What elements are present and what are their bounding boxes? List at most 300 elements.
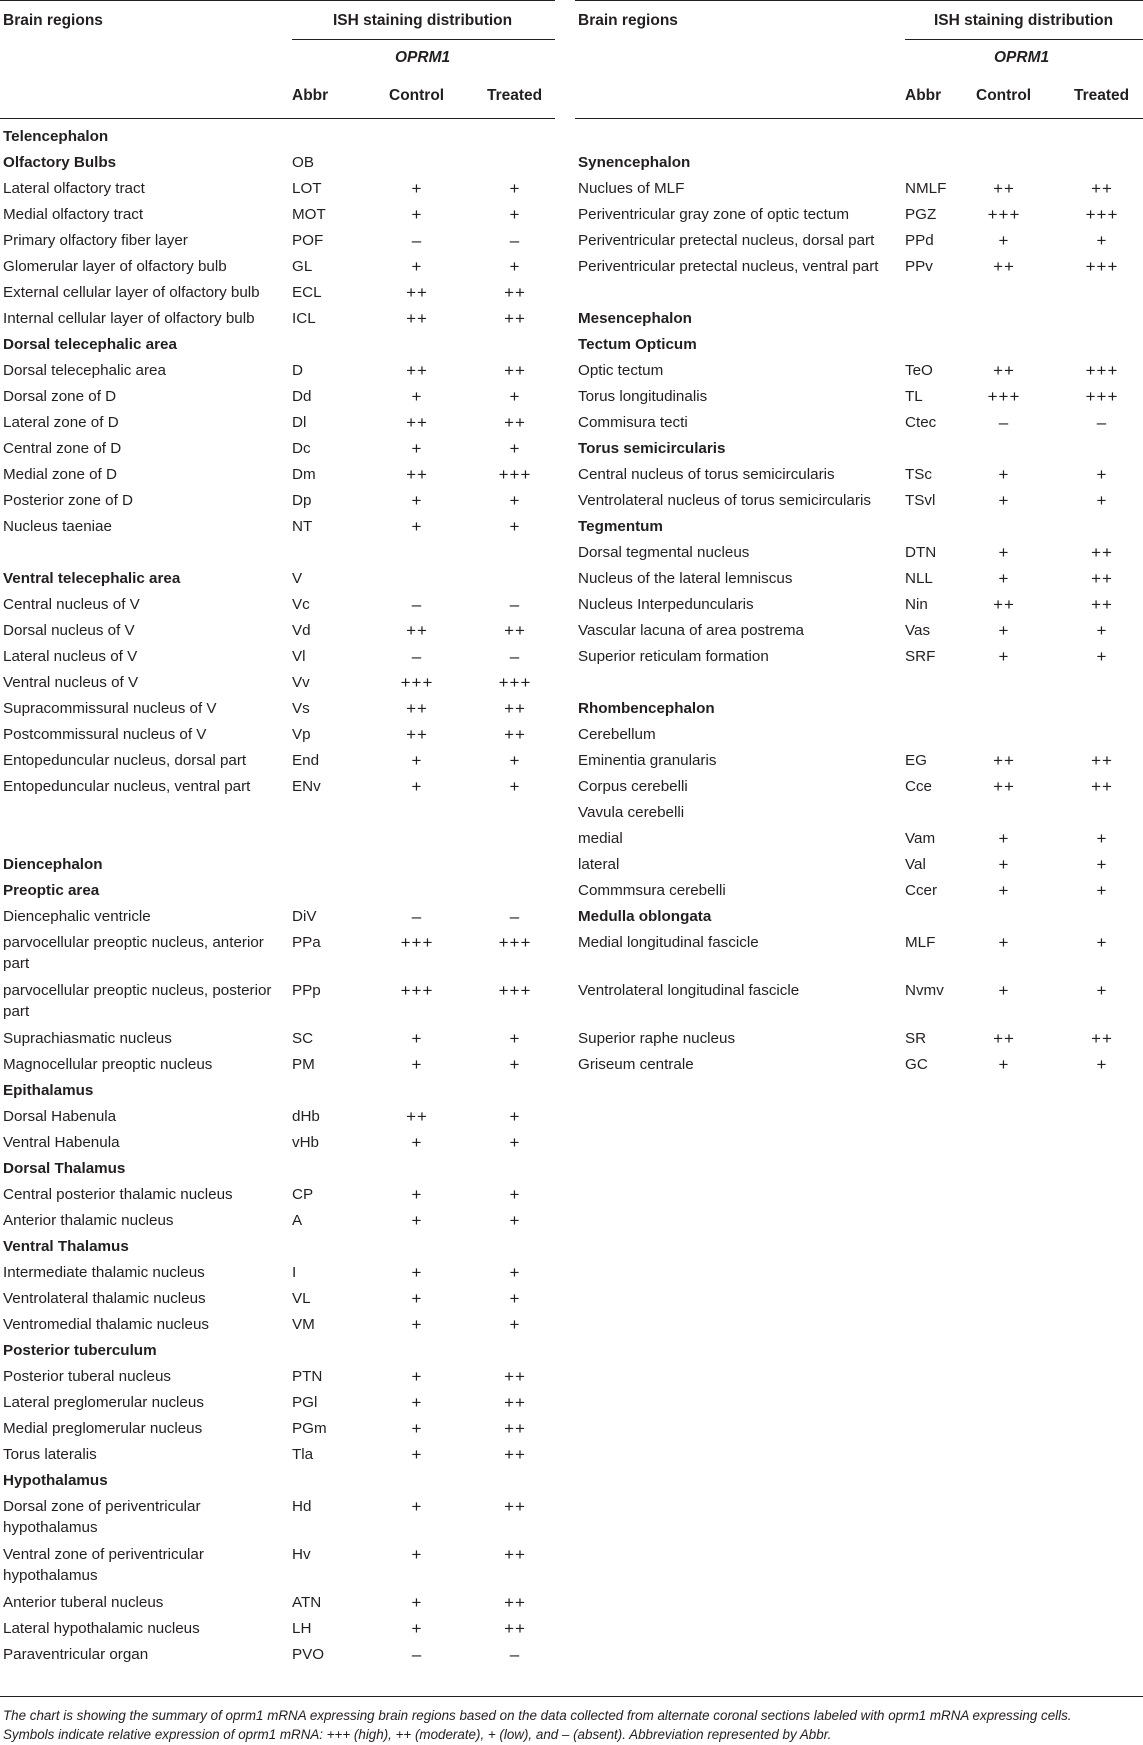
table-row [0,177,555,203]
header-control: Control [389,87,445,104]
region-cell: Nucleus Interpeduncularis [578,596,754,613]
region-cell: Periventricular pretectal nucleus, ventral part [578,258,879,275]
region-cell: Medulla oblongata [578,908,712,925]
region-cell: Medial preglomerular nucleus [3,1420,203,1437]
treated-cell: ++ [504,621,526,640]
section-heading-row [0,1469,555,1495]
control-cell: ++ [993,361,1015,380]
abbr-cell: SC [292,1030,314,1047]
region-cell: Commmsura cerebelli [578,882,726,899]
abbr-cell: Dm [292,466,316,483]
treated-cell: – [1096,413,1108,432]
control-cell: + [411,751,423,770]
region-cell: Tegmentum [578,518,663,535]
abbr-cell: Vv [292,674,310,691]
table-row [575,1053,1143,1079]
region-cell: Central posterior thalamic nucleus [3,1186,233,1203]
control-cell: + [998,1055,1010,1074]
section-heading-row [0,879,555,905]
abbr-cell: GL [292,258,313,275]
region-cell: Lateral olfactory tract [3,180,145,197]
abbr-cell: I [292,1264,297,1281]
table-row [0,255,555,281]
table-row [0,1365,555,1391]
control-cell: – [411,595,423,614]
header-abbr: Abbr [905,87,942,104]
control-cell: ++ [406,283,428,302]
region-cell: Magnocellular preoptic nucleus [3,1056,213,1073]
table-row [0,671,555,697]
region-cell: Mesencephalon [578,310,692,327]
table-row [575,411,1143,437]
table-row [575,749,1143,775]
region-cell: Vavula cerebelli [578,804,685,821]
region-cell: Nucleus taeniae [3,518,112,535]
treated-cell: +++ [498,981,532,1000]
abbr-cell: Vd [292,622,311,639]
abbr-cell: Hv [292,1546,311,1563]
table-row [575,931,1143,979]
abbr-cell: ENv [292,778,321,795]
control-cell: + [998,569,1010,588]
abbr-cell: ATN [292,1594,322,1611]
treated-cell: – [509,595,521,614]
footnote-line-2: Symbols indicate relative expression of oprm1 mRNA: +++ (high), ++ (moderate), + (low), and – (absent). Abbreviation represented by Abbr. [3,1727,832,1742]
table-row [0,515,555,567]
table-row [0,979,555,1027]
table-row [0,489,555,515]
left-rows [0,125,555,1669]
abbr-cell: TL [905,388,923,405]
header-gene: OPRM1 [994,49,1050,66]
section-heading-row [575,515,1143,541]
abbr-cell: vHb [292,1134,320,1151]
top-rule [575,0,1143,1]
header-control: Control [976,87,1032,104]
control-cell: + [411,179,423,198]
control-cell: ++ [406,465,428,484]
control-cell: + [411,1545,423,1564]
control-cell: + [411,491,423,510]
control-cell: + [998,981,1010,1000]
control-cell: ++ [406,621,428,640]
control-cell: + [998,829,1010,848]
treated-cell: + [509,1263,521,1282]
header-sub-rule [905,39,1143,40]
table-row [575,125,1143,151]
abbr-cell: Vam [905,830,936,847]
region-cell: Ventrolateral thalamic nucleus [3,1290,206,1307]
region-cell: medial [578,830,623,847]
section-heading-row [575,905,1143,931]
treated-cell: +++ [1085,257,1119,276]
control-cell: + [411,1211,423,1230]
control-cell: +++ [987,205,1021,224]
abbr-cell: Ccer [905,882,938,899]
control-cell: ++ [993,1029,1015,1048]
table-row [575,567,1143,593]
table-row [0,1027,555,1053]
control-cell: + [411,1185,423,1204]
treated-cell: ++ [504,283,526,302]
treated-cell: ++ [504,1619,526,1638]
table-row [0,931,555,979]
treated-cell: +++ [498,933,532,952]
region-cell: Ventral nucleus of V [3,674,139,691]
control-cell: + [411,1263,423,1282]
treated-cell: + [509,1211,521,1230]
control-cell: – [411,647,423,666]
table-row [575,775,1143,801]
abbr-cell: A [292,1212,303,1229]
region-cell: Olfactory Bulbs [3,154,117,171]
treated-cell: ++ [504,1419,526,1438]
abbr-cell: PPp [292,982,321,999]
table-row [0,437,555,463]
header-brain-regions: Brain regions [3,12,103,29]
region-cell: Supracommissural nucleus of V [3,700,217,717]
control-cell: – [411,1645,423,1664]
section-heading-row [0,151,555,177]
abbr-cell: Dc [292,440,311,457]
control-cell: + [411,1315,423,1334]
table-row [0,1495,555,1543]
control-cell: + [998,933,1010,952]
header-brain-regions: Brain regions [578,12,678,29]
control-cell: + [411,1419,423,1438]
table-row [0,385,555,411]
treated-cell: ++ [504,699,526,718]
table-row [0,229,555,255]
table-row [0,723,555,749]
treated-cell: + [509,751,521,770]
treated-cell: ++ [504,1445,526,1464]
treated-cell: + [1096,231,1108,250]
abbr-cell: Vc [292,596,310,613]
table-row [575,203,1143,229]
region-cell: Ventromedial thalamic nucleus [3,1316,209,1333]
treated-cell: – [509,907,521,926]
region-cell: Central zone of D [3,440,122,457]
section-heading-row [575,333,1143,359]
abbr-cell: MOT [292,206,326,223]
region-cell: Lateral hypothalamic nucleus [3,1620,200,1637]
control-cell: – [411,907,423,926]
abbr-cell: Tla [292,1446,314,1463]
control-cell: + [411,1029,423,1048]
control-cell: + [411,1445,423,1464]
region-cell: Periventricular gray zone of optic tectum [578,206,849,223]
abbr-cell: DiV [292,908,317,925]
treated-cell: ++ [1091,1029,1113,1048]
abbr-cell: Val [905,856,926,873]
treated-cell: + [509,387,521,406]
control-cell: ++ [993,257,1015,276]
treated-cell: + [509,1315,521,1334]
treated-cell: + [1096,621,1108,640]
region-cell: Central nucleus of torus semicircularis [578,466,835,483]
region-cell: Cerebellum [578,726,656,743]
treated-cell: ++ [1091,543,1113,562]
control-cell: + [411,1593,423,1612]
region-cell: Ventral Thalamus [3,1238,129,1255]
control-cell: ++ [993,595,1015,614]
header-bottom-rule [0,118,555,119]
abbr-cell: PGm [292,1420,327,1437]
region-cell: Ventral telecephalic area [3,570,181,587]
header-treated: Treated [487,87,543,104]
table-row [0,463,555,489]
region-cell: Medial longitudinal fascicle [578,934,759,951]
table-row [575,255,1143,307]
table-row [0,1261,555,1287]
abbr-cell: OB [292,154,314,171]
control-cell: + [411,439,423,458]
table-row [575,541,1143,567]
region-cell: Anterior tuberal nucleus [3,1594,164,1611]
control-cell: ++ [406,309,428,328]
treated-cell: +++ [1085,205,1119,224]
control-cell: + [998,543,1010,562]
region-cell: Superior reticulam formation [578,648,769,665]
table-row [575,879,1143,905]
region-cell: Posterior tuberculum [3,1342,157,1359]
abbr-cell: TSc [905,466,933,483]
treated-cell: +++ [498,465,532,484]
region-cell: Lateral zone of D [3,414,119,431]
region-cell: parvocellular preoptic nucleus, posterior part [3,982,272,1020]
abbr-cell: PGZ [905,206,937,223]
region-cell: Preoptic area [3,882,100,899]
region-cell: Entopeduncular nucleus, dorsal part [3,752,247,769]
control-cell: +++ [400,673,434,692]
table-row [0,1417,555,1443]
region-cell: Internal cellular layer of olfactory bulb [3,310,255,327]
control-cell: + [411,1289,423,1308]
treated-cell: + [509,205,521,224]
region-cell: Nucleus of the lateral lemniscus [578,570,793,587]
header-sub-rule [292,39,555,40]
footnote-line-1: The chart is showing the summary of oprm1 mRNA expressing brain regions based on the data collected from alternate coronal sections labeled with oprm1 mRNA expressing cells. [3,1708,1072,1723]
region-cell: External cellular layer of olfactory bulb [3,284,260,301]
section-heading-row [0,125,555,151]
table-row [575,979,1143,1027]
abbr-cell: EG [905,752,927,769]
control-cell: + [998,491,1010,510]
table-row [0,1183,555,1209]
abbr-cell: PM [292,1056,315,1073]
region-cell: Dorsal tegmental nucleus [578,544,750,561]
region-cell: lateral [578,856,620,873]
abbr-cell: Vs [292,700,310,717]
table-row [0,1053,555,1079]
region-cell: Dorsal Habenula [3,1108,117,1125]
region-cell: Commisura tecti [578,414,688,431]
control-cell: ++ [406,413,428,432]
treated-cell: + [1096,829,1108,848]
control-cell: ++ [406,725,428,744]
control-cell: + [998,881,1010,900]
treated-cell: ++ [504,413,526,432]
control-cell: ++ [993,751,1015,770]
table-row [575,359,1143,385]
treated-cell: + [509,1133,521,1152]
treated-cell: + [509,1107,521,1126]
abbr-cell: TSvl [905,492,936,509]
treated-cell: + [509,517,521,536]
region-cell: Dorsal zone of periventricular hypothalamus [3,1498,201,1536]
region-cell: Medial zone of D [3,466,117,483]
table-row [0,775,555,853]
treated-cell: +++ [498,673,532,692]
treated-cell: + [509,257,521,276]
treated-cell: ++ [504,309,526,328]
table-row [575,827,1143,853]
treated-cell: + [1096,981,1108,1000]
treated-cell: + [509,777,521,796]
treated-cell: + [1096,1055,1108,1074]
treated-cell: + [509,179,521,198]
abbr-cell: Ctec [905,414,937,431]
region-cell: Torus lateralis [3,1446,97,1463]
table-row [575,229,1143,255]
abbr-cell: SR [905,1030,927,1047]
control-cell: ++ [993,179,1015,198]
abbr-cell: PVO [292,1646,325,1663]
region-cell: Primary olfactory fiber layer [3,232,188,249]
table-row [575,593,1143,619]
table-row [0,203,555,229]
region-cell: Entopeduncular nucleus, ventral part [3,778,251,795]
abbr-cell: ECL [292,284,322,301]
abbr-cell: VL [292,1290,311,1307]
table-row [0,619,555,645]
abbr-cell: Vp [292,726,311,743]
control-cell: +++ [400,933,434,952]
control-cell: + [411,205,423,224]
header-ish: ISH staining distribution [934,12,1114,29]
table-row [0,645,555,671]
section-heading-row [0,333,555,359]
control-cell: ++ [406,699,428,718]
abbr-cell: POF [292,232,324,249]
region-cell: Postcommissural nucleus of V [3,726,207,743]
control-cell: + [411,1367,423,1386]
table-row [575,619,1143,645]
region-cell: Dorsal zone of D [3,388,117,405]
abbr-cell: MLF [905,934,936,951]
abbr-cell: LOT [292,180,322,197]
section-heading-row [0,853,555,879]
treated-cell: ++ [504,1367,526,1386]
table-row [0,1391,555,1417]
control-cell: +++ [400,981,434,1000]
region-cell: Lateral preglomerular nucleus [3,1394,204,1411]
abbr-cell: VM [292,1316,315,1333]
abbr-cell: SRF [905,648,936,665]
abbr-cell: D [292,362,303,379]
region-cell: Synencephalon [578,154,691,171]
region-cell: Lateral nucleus of V [3,648,138,665]
table-row [575,1027,1143,1053]
treated-cell: + [1096,855,1108,874]
control-cell: + [998,231,1010,250]
treated-cell: – [509,231,521,250]
abbr-cell: NLL [905,570,933,587]
abbr-cell: LH [292,1620,312,1637]
region-cell: Griseum centrale [578,1056,694,1073]
table-row [0,1543,555,1591]
top-rule [0,0,555,1]
table-row [0,411,555,437]
region-cell: Dorsal Thalamus [3,1160,126,1177]
control-cell: + [411,777,423,796]
treated-cell: + [1096,881,1108,900]
control-cell: + [411,1393,423,1412]
region-cell: Intermediate thalamic nucleus [3,1264,205,1281]
control-cell: ++ [406,1107,428,1126]
treated-cell: + [1096,933,1108,952]
treated-cell: + [1096,647,1108,666]
section-heading-row [575,437,1143,463]
abbr-cell: PPa [292,934,321,951]
treated-cell: ++ [1091,595,1113,614]
region-cell: Vascular lacuna of area postrema [578,622,804,639]
control-cell: + [411,387,423,406]
abbr-cell: PGl [292,1394,318,1411]
region-cell: Ventral Habenula [3,1134,120,1151]
abbr-cell: TeO [905,362,933,379]
table-row [575,385,1143,411]
table-row [0,281,555,307]
region-cell: Torus longitudinalis [578,388,708,405]
abbr-cell: PPd [905,232,934,249]
abbr-cell: Nin [905,596,928,613]
table-row [575,801,1143,827]
treated-cell: ++ [1091,751,1113,770]
treated-cell: + [509,1055,521,1074]
header-bottom-rule [575,118,1143,119]
abbr-cell: Nvmv [905,982,944,999]
region-cell: Ventral zone of periventricular hypothalamus [3,1546,204,1584]
abbr-cell: Dd [292,388,312,405]
treated-cell: ++ [1091,569,1113,588]
section-heading-row [575,697,1143,723]
region-cell: Periventricular pretectal nucleus, dorsal part [578,232,875,249]
region-cell: Tectum Opticum [578,336,697,353]
region-cell: Medial olfactory tract [3,206,144,223]
control-cell: + [998,465,1010,484]
table-row [0,1287,555,1313]
table-row [575,645,1143,697]
abbr-cell: GC [905,1056,928,1073]
region-cell: Ventrolateral nucleus of torus semicircularis [578,492,871,509]
header-treated: Treated [1074,87,1130,104]
table-row [575,463,1143,489]
region-cell: Telencephalon [3,128,109,145]
abbr-cell: CP [292,1186,314,1203]
control-cell: + [411,517,423,536]
table-row [0,359,555,385]
section-heading-row [0,1235,555,1261]
section-heading-row [0,1079,555,1105]
abbr-cell: Vl [292,648,306,665]
table-row [0,1591,555,1617]
region-cell: Optic tectum [578,362,664,379]
right-rows [575,125,1143,1079]
region-cell: Anterior thalamic nucleus [3,1212,174,1229]
region-cell: Eminentia granularis [578,752,717,769]
